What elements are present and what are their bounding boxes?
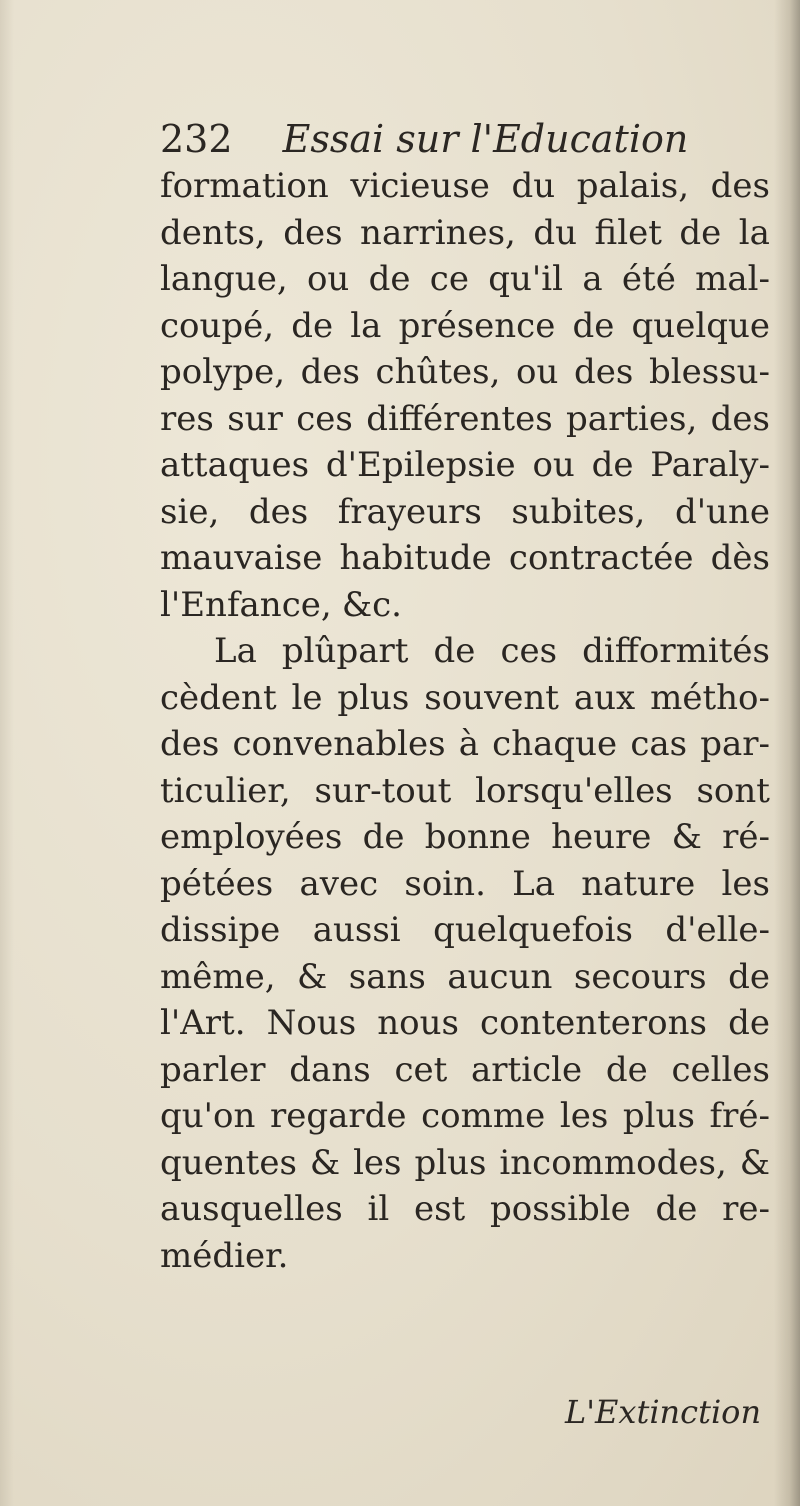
word: &: [739, 1142, 770, 1183]
word: il: [367, 1189, 390, 1229]
word: quelque: [631, 305, 770, 346]
word: la: [738, 212, 770, 253]
word: été: [621, 259, 676, 299]
word: des: [248, 491, 309, 532]
word: dès: [710, 538, 770, 578]
word: d'Epilepsie: [325, 445, 516, 485]
word: aussi: [312, 910, 401, 950]
word: dents,: [160, 212, 266, 253]
word: cèdent: [160, 677, 277, 718]
word: dans: [289, 1049, 371, 1090]
word: ré-: [722, 817, 770, 857]
text-line: [160, 256, 770, 303]
word: pétées: [160, 863, 274, 904]
text-line: [160, 442, 770, 489]
word: de: [655, 1189, 698, 1229]
word: sur: [227, 398, 283, 439]
word: cas: [630, 724, 688, 764]
word: convenables: [232, 724, 446, 764]
text-line: [160, 535, 770, 582]
word: le: [291, 677, 323, 718]
text-line: [160, 1186, 770, 1233]
word: contractée: [508, 538, 694, 578]
word: narrines,: [360, 212, 516, 253]
word: &: [297, 956, 328, 997]
word: La: [512, 863, 555, 904]
word: habitude: [339, 538, 492, 578]
word: difformités: [582, 631, 770, 671]
text-line: [160, 861, 770, 908]
word: l'Enfance,: [160, 584, 332, 625]
word: &: [671, 817, 702, 857]
word: les: [721, 863, 770, 904]
word: plus: [414, 1142, 487, 1183]
word: ces: [500, 631, 558, 671]
word: métho-: [650, 677, 770, 718]
word: avec: [299, 863, 379, 904]
word: contenterons: [480, 1003, 707, 1043]
body-text: [160, 163, 770, 1279]
word: médier.: [160, 1235, 289, 1276]
word: nous: [377, 1003, 459, 1043]
word: chaque: [492, 724, 618, 764]
word: ces: [296, 398, 353, 439]
word: article: [471, 1049, 583, 1090]
word: regarde: [269, 1096, 407, 1136]
word: re-: [722, 1189, 770, 1229]
word: La: [214, 631, 257, 671]
word: comme: [421, 1096, 546, 1136]
word: Nous: [266, 1003, 357, 1043]
word: à: [458, 724, 480, 764]
text-line: [160, 489, 770, 536]
word: plus: [337, 677, 410, 718]
page-edge-right-shadow: [774, 0, 800, 1506]
word: soin.: [404, 863, 486, 904]
word: souvent: [424, 677, 559, 718]
word: plûpart: [281, 631, 409, 671]
word: palais,: [576, 166, 690, 206]
word: de: [362, 817, 405, 857]
word: du: [511, 166, 556, 206]
text-line: [160, 582, 770, 629]
text-line: [160, 721, 770, 768]
text-line: [160, 210, 770, 257]
word: cet: [394, 1049, 448, 1090]
word: des: [710, 398, 770, 439]
word: des: [710, 166, 770, 206]
word: de: [728, 956, 770, 997]
word: sur-tout: [314, 770, 452, 811]
word: ce: [429, 259, 469, 299]
word: langue,: [160, 259, 288, 299]
word: de: [291, 305, 334, 346]
word: de: [679, 212, 722, 253]
text-line: [160, 303, 770, 350]
word: attaques: [160, 445, 310, 485]
word: présence: [398, 305, 556, 346]
word: de: [605, 1049, 648, 1090]
word: ou: [306, 259, 350, 299]
word: de: [433, 631, 476, 671]
word: sans: [348, 956, 426, 997]
word: des: [300, 352, 360, 392]
word: sie,: [160, 491, 220, 532]
text-line: [160, 954, 770, 1001]
text-line: [160, 628, 770, 675]
word: les: [353, 1142, 402, 1183]
word: mal-: [695, 259, 770, 299]
word: de: [572, 305, 615, 346]
word: employées: [160, 817, 343, 857]
text-line: [160, 396, 770, 443]
word: incommodes,: [499, 1142, 727, 1183]
word: chûtes,: [375, 352, 501, 392]
word: Paraly-: [650, 445, 770, 485]
word: parties,: [566, 398, 698, 439]
text-line: [160, 1000, 770, 1047]
word: vicieuse: [350, 166, 490, 206]
word: subites,: [511, 491, 646, 532]
word: qu'il: [488, 259, 564, 299]
text-line: [160, 1233, 770, 1280]
word: bonne: [424, 817, 531, 857]
word: l'Art.: [160, 1003, 246, 1043]
page-number: 232: [160, 117, 233, 161]
word: parler: [160, 1049, 266, 1090]
word: qu'on: [160, 1096, 256, 1136]
word: coupé,: [160, 305, 275, 346]
word: sont: [696, 770, 770, 811]
word: polype,: [160, 352, 286, 392]
word: d'elle-: [665, 910, 770, 950]
word: quentes: [160, 1142, 297, 1183]
word: des: [574, 352, 634, 392]
text-line: [160, 349, 770, 396]
word: frayeurs: [337, 491, 482, 532]
word: ausquelles: [160, 1189, 343, 1229]
text-line: [160, 1047, 770, 1094]
word: dissipe: [160, 910, 281, 950]
word: filet: [594, 212, 662, 253]
running-title: Essai sur l'Education: [282, 117, 689, 161]
word: fré-: [709, 1096, 770, 1136]
word: quelquefois: [433, 910, 633, 950]
word: secours: [573, 956, 707, 997]
text-line: [160, 1140, 770, 1187]
word: est: [413, 1189, 466, 1229]
word: ou: [516, 352, 559, 392]
running-header: [160, 115, 688, 163]
word: plus: [622, 1096, 695, 1136]
catchword: L'Extinction: [565, 1393, 762, 1431]
word: la: [350, 305, 382, 346]
word: &: [309, 1142, 341, 1183]
word: possible: [489, 1189, 631, 1229]
word: même,: [160, 956, 276, 997]
word: celles: [671, 1049, 770, 1090]
word: différentes: [366, 398, 553, 439]
word: blessu-: [648, 352, 770, 392]
word: des: [283, 212, 343, 253]
word: mauvaise: [160, 538, 323, 578]
word: des: [160, 724, 220, 764]
word: ticulier,: [160, 770, 291, 811]
text-line: [160, 1093, 770, 1140]
word: par-: [700, 724, 770, 764]
word: a: [582, 259, 603, 299]
word: res: [160, 398, 214, 439]
word: de: [728, 1003, 770, 1043]
word: nature: [581, 863, 696, 904]
word: aux: [573, 677, 636, 718]
word: ou: [532, 445, 575, 485]
word: de: [368, 259, 411, 299]
page-edge-left-shadow: [0, 0, 14, 1506]
word: formation: [160, 166, 329, 206]
word: les: [559, 1096, 609, 1136]
word: de: [591, 445, 634, 485]
text-line: [160, 768, 770, 815]
word: heure: [551, 817, 652, 857]
word: aucun: [447, 956, 553, 997]
text-line: [160, 675, 770, 722]
word: lorsqu'elles: [475, 770, 673, 811]
text-line: [160, 907, 770, 954]
word: d'une: [674, 491, 770, 532]
text-line: [160, 163, 770, 210]
word: du: [533, 212, 578, 253]
text-line: [160, 814, 770, 861]
word: &c.: [341, 584, 402, 625]
